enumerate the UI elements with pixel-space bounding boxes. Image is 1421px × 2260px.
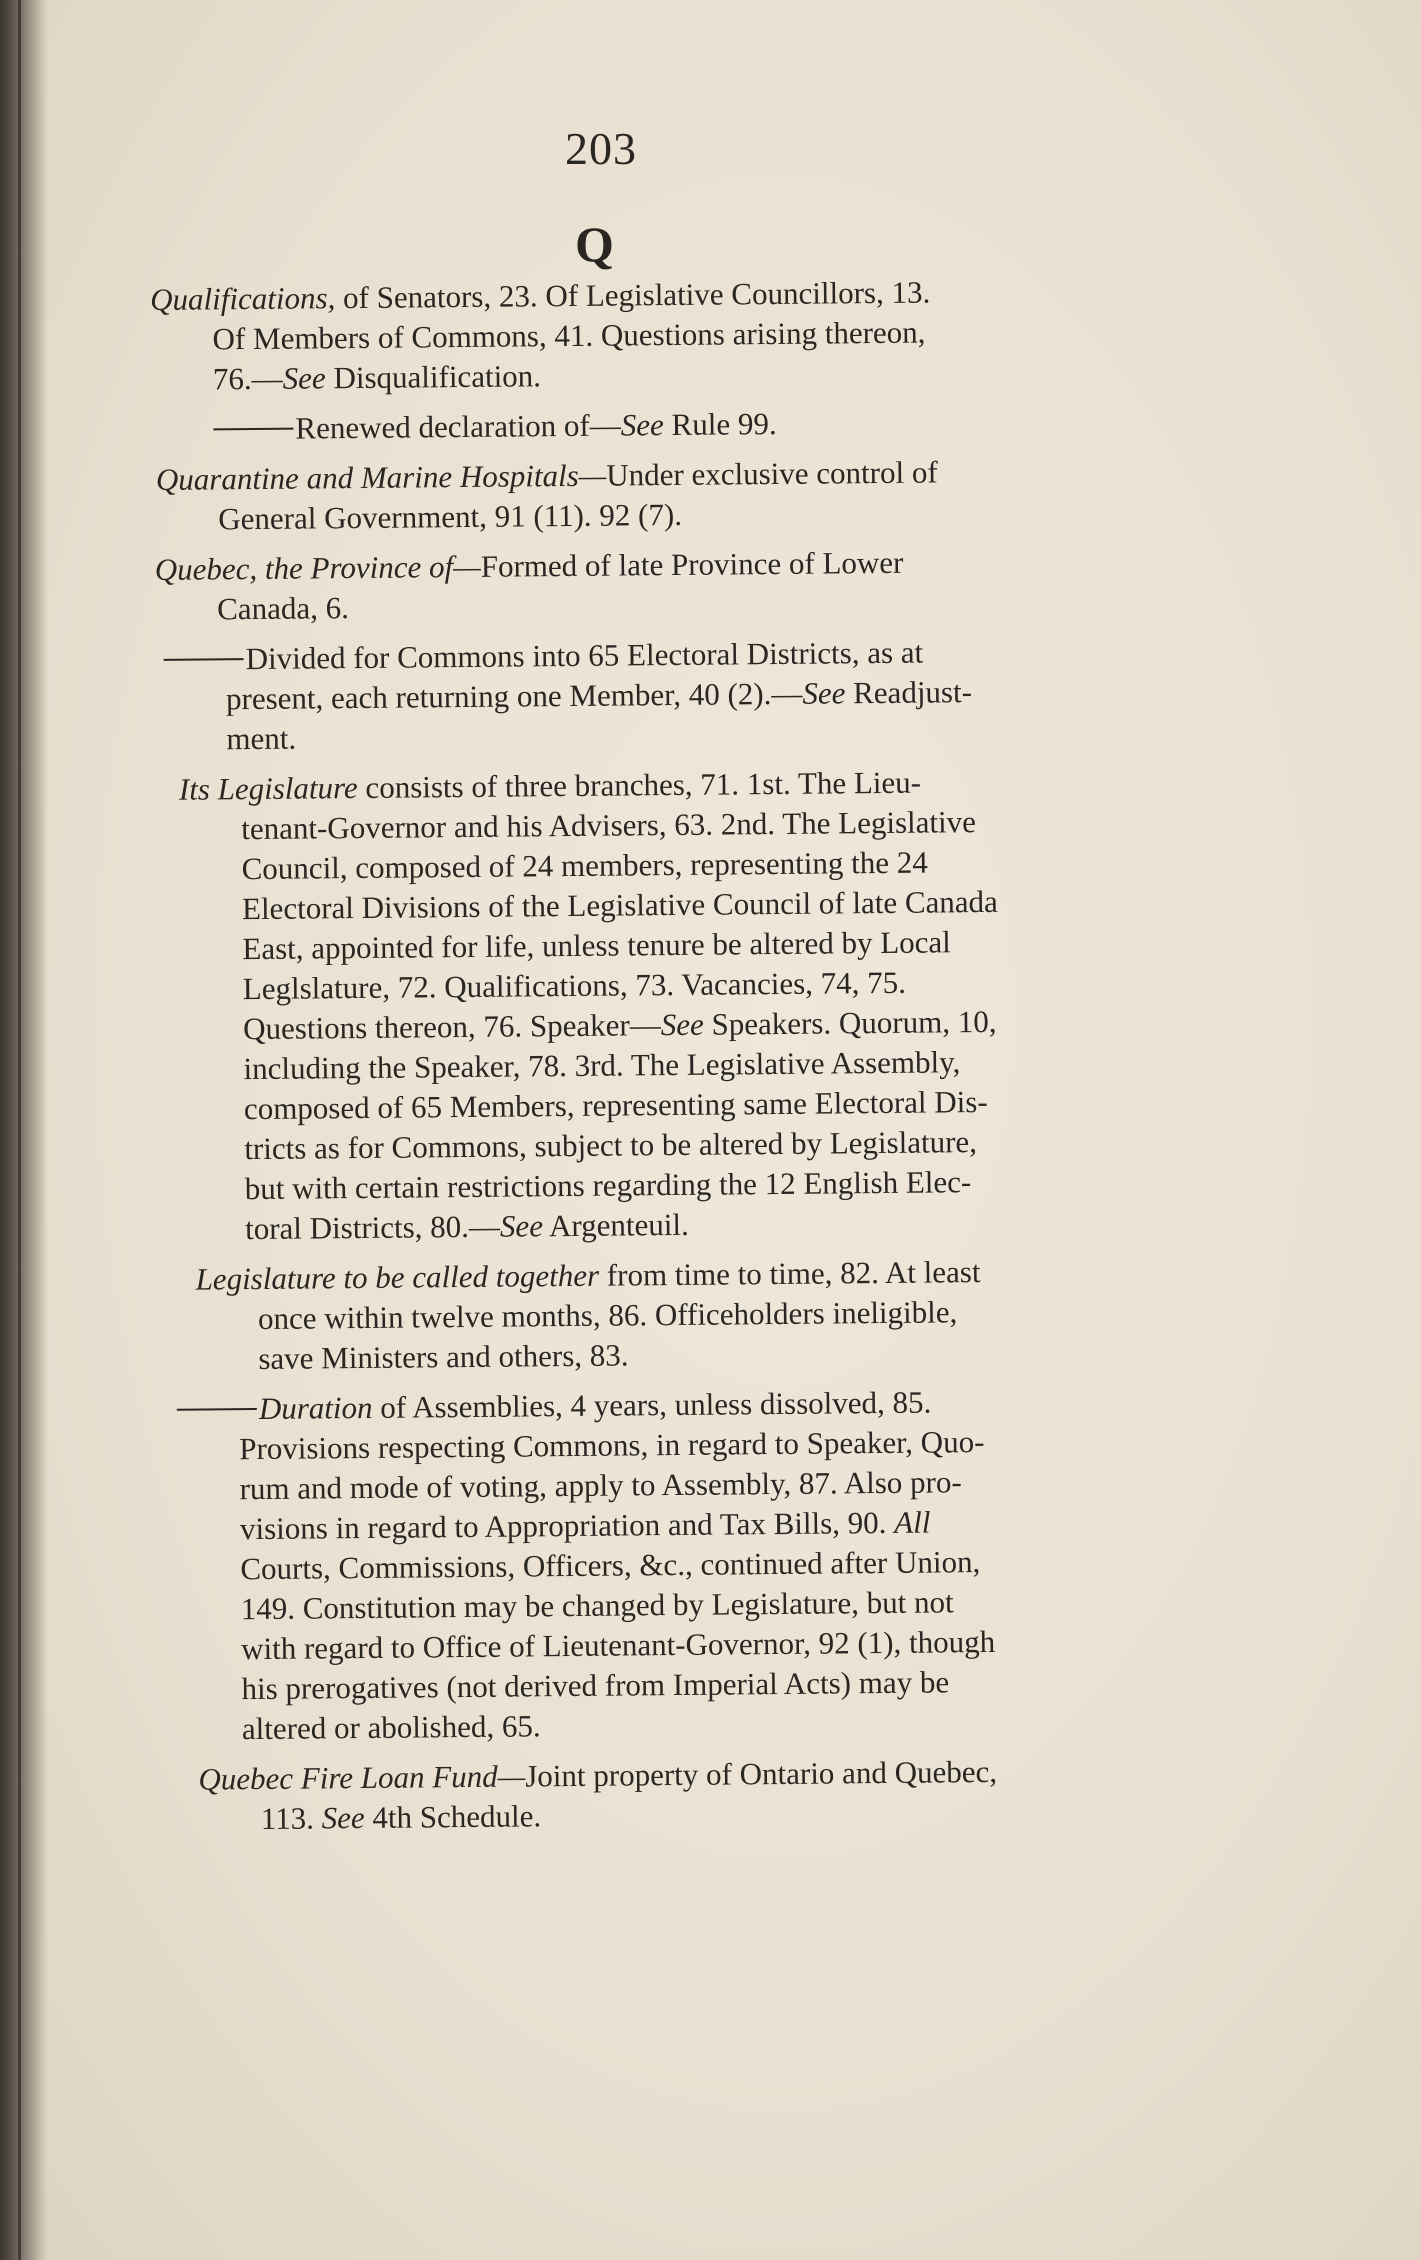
see-reference: See	[321, 1800, 365, 1836]
entry-text: Questions thereon, 76. Speaker—	[243, 1007, 661, 1047]
entry-text: toral Districts, 80.—	[244, 1208, 501, 1247]
index-entry-quarantine	[156, 451, 1113, 540]
index-section-letter: Q	[575, 216, 614, 272]
index-entry-its-legislature	[179, 761, 1120, 1250]
page-number: 203	[565, 123, 637, 174]
entry-text: altered or abolished, 65.	[241, 1708, 541, 1747]
entry-text: Speakers. Quorum, 10,	[703, 1003, 997, 1042]
entry-text: including the Speaker, 78. 3rd. The Legislative Assembly,	[243, 1044, 961, 1087]
entry-text: with regard to Office of Lieutenant-Governor, 92 (1), though	[240, 1623, 996, 1667]
entry-text: Provisions respecting Commons, in regard to Speaker, Quo-	[239, 1424, 985, 1467]
entry-text: his prerogatives (not derived from Imperial Acts) may be	[241, 1664, 950, 1707]
entry-term: Legislature to be called together	[195, 1257, 600, 1297]
entry-text: of Assemblies, 4 years, unless dissolved, 85.	[372, 1384, 932, 1425]
entry-text: Rule 99.	[663, 405, 777, 443]
entry-text: 149. Constitution may be changed by Legislature, but not	[240, 1584, 954, 1627]
index-entry-legislature-called-together	[195, 1251, 1120, 1380]
entry-text: Leglslature, 72. Qualifications, 73. Vacancies, 74, 75.	[242, 964, 907, 1007]
ditto-dash	[213, 428, 293, 431]
index-entry-qualifications	[150, 271, 1111, 400]
entry-text: Disqualification.	[333, 358, 542, 396]
index-entry-renewed-declaration	[213, 401, 1111, 450]
entry-term: Quebec Fire Loan Fund—	[198, 1758, 526, 1797]
entry-term: Qualifications,	[150, 280, 336, 317]
entry-text: Canada, 6.	[216, 590, 350, 627]
entry-text: Under exclusive control of	[606, 454, 938, 493]
entry-text: Formed of late Province of Lower	[480, 544, 904, 584]
entry-text: once within twelve months, 86. Officeholders ineligible,	[257, 1294, 958, 1337]
entry-term: Its Legislature	[178, 770, 358, 807]
see-reference: See	[802, 675, 846, 711]
entry-text: Electoral Divisions of the Legislative Council of late Canada	[241, 883, 999, 927]
entry-text: East, appointed for life, unless tenure be altered by Local	[242, 924, 951, 967]
entry-text: Readjust-	[845, 674, 973, 711]
entry-term: Duration	[258, 1389, 373, 1427]
entry-text: composed of 65 Members, representing same Electoral Dis-	[243, 1083, 988, 1127]
book-binding-edge	[18, 0, 21, 2260]
entry-text: Argenteuil.	[542, 1206, 689, 1244]
ditto-dash	[164, 658, 244, 661]
see-reference: See	[620, 407, 664, 443]
entry-text: Renewed declaration of—	[295, 407, 621, 446]
entry-text: save Ministers and others, 83.	[258, 1337, 629, 1377]
index-entries	[150, 271, 1125, 1850]
see-reference: See	[660, 1006, 704, 1043]
index-entry-duration	[177, 1381, 1124, 1750]
entry-text: present, each returning one Member, 40 (2).—	[225, 675, 803, 717]
index-entry-quebec-fire-loan-fund	[198, 1751, 1125, 1840]
entry-text: rum and mode of voting, apply to Assembly, 87. Also pro-	[239, 1464, 962, 1507]
entry-text: tenant-Governor and his Advisers, 63. 2nd. The Legislative	[241, 804, 977, 847]
see-reference: See	[282, 360, 326, 396]
entry-text: 76.—	[212, 360, 283, 397]
entry-term: Quarantine and Marine Hospitals—	[155, 457, 607, 497]
entry-text: Council, composed of 24 members, representing the 24	[241, 844, 928, 887]
entry-text: 113.	[260, 1800, 322, 1837]
entry-text: Joint property of Ontario and Quebec,	[525, 1753, 998, 1794]
entry-term: All	[894, 1504, 931, 1540]
entry-text: 4th Schedule.	[364, 1798, 542, 1836]
entry-text: ment.	[226, 720, 297, 757]
see-reference: See	[499, 1208, 544, 1244]
entry-text: consists of three branches, 71. 1st. The Lieu-	[357, 764, 922, 806]
entry-text: Courts, Commissions, Officers, &c., continued after Union,	[240, 1544, 981, 1587]
entry-text: Of Members of Commons, 41. Questions arising thereon,	[212, 314, 926, 357]
entry-text: of Senators, 23. Of Legislative Councillors, 13.	[335, 274, 931, 316]
entry-text: visions in regard to Appropriation and Tax Bills, 90.	[239, 1504, 895, 1547]
index-entry-quebec	[155, 541, 1114, 630]
entry-text: but with certain restrictions regarding the 12 English Elec-	[244, 1164, 972, 1207]
entry-term: Quebec, the Province of—	[154, 548, 481, 587]
entry-text: General Government, 91 (11). 92 (7).	[218, 496, 683, 537]
entry-text: from time to time, 82. At least	[598, 1254, 981, 1293]
entry-text: Divided for Commons into 65 Electoral Districts, as at	[245, 634, 924, 677]
ditto-dash	[177, 1408, 257, 1411]
index-entry-divided-for-commons	[163, 631, 1114, 760]
book-spine-shadow	[0, 0, 48, 2260]
entry-text: tricts as for Commons, subject to be altered by Legislature,	[244, 1124, 978, 1167]
